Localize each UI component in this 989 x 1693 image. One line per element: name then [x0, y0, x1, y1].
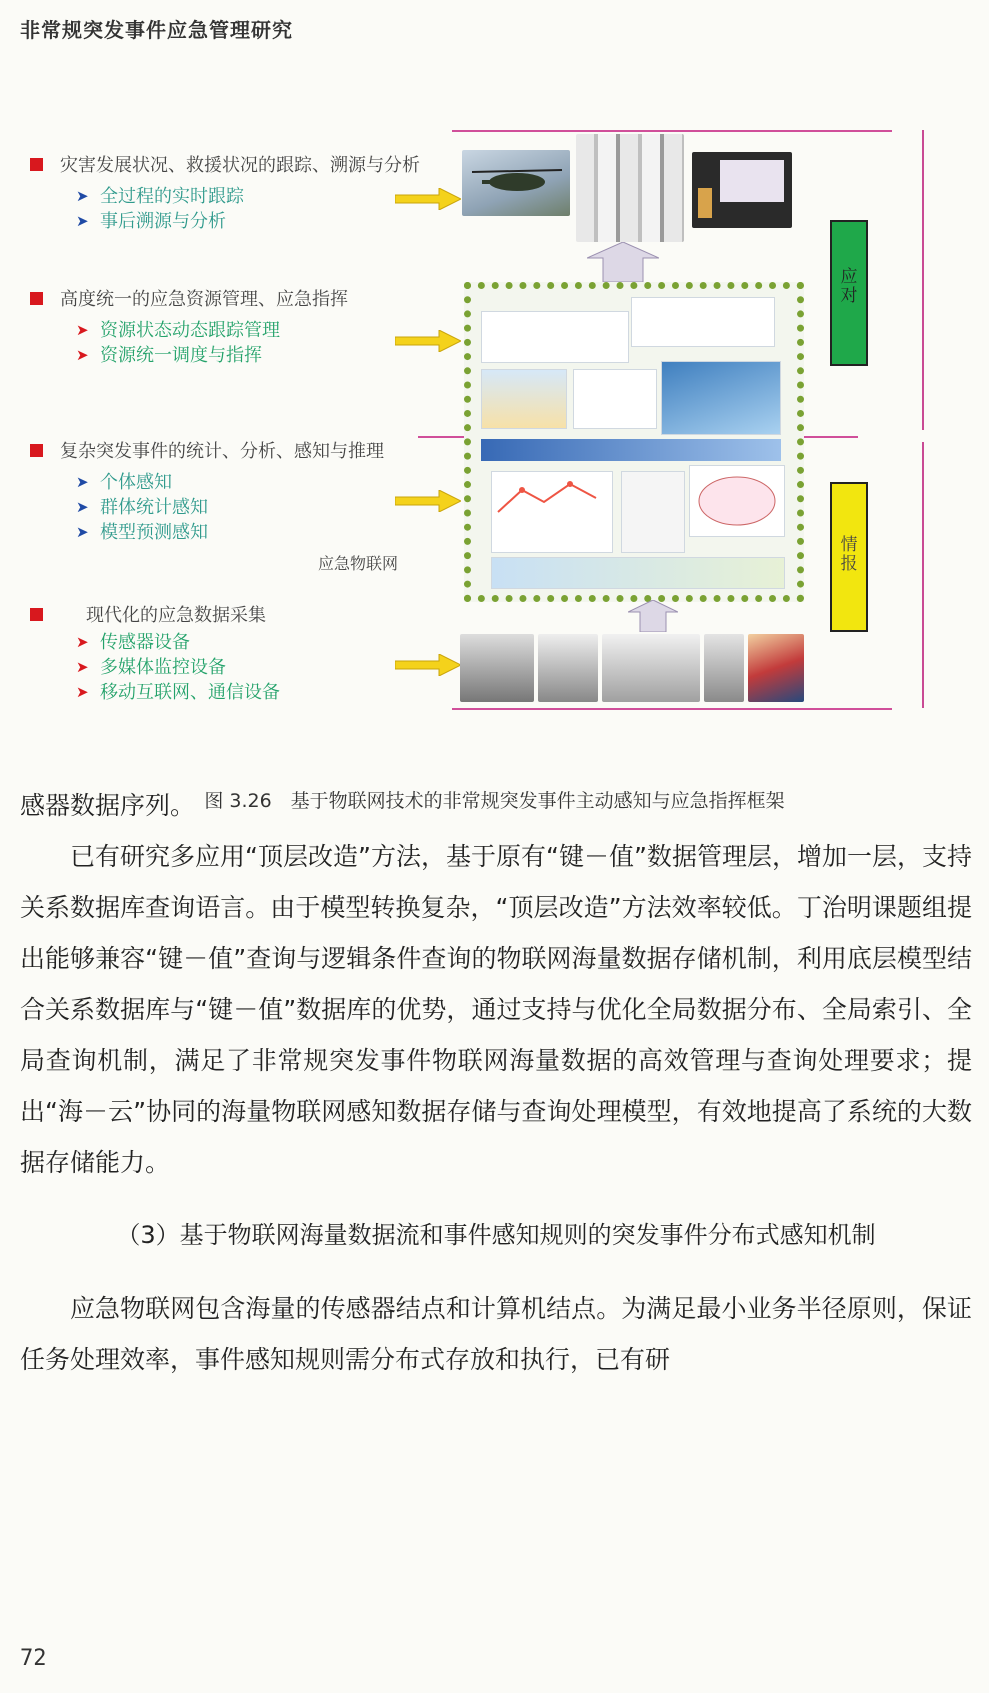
vehicles-photo — [576, 134, 684, 242]
intelligence-label-box: 情报 — [830, 482, 868, 632]
network-tile — [573, 369, 657, 429]
group-heading: 复杂突发事件的统计、分析、感知与推理 — [26, 440, 446, 464]
triangle-bullet-icon: ➤ — [76, 321, 89, 339]
rescue-photo — [748, 634, 804, 702]
group-item: ➤ 传感器设备 — [76, 632, 190, 653]
triangle-bullet-icon: ➤ — [76, 187, 89, 205]
up-arrow-icon — [628, 600, 678, 632]
figure-3-26 — [0, 130, 989, 780]
group-item: ➤ 多媒体监控设备 — [76, 657, 226, 678]
city-network-tile — [661, 361, 781, 435]
figure-group-3 — [26, 440, 446, 545]
up-arrow-icon — [587, 242, 659, 282]
group-item: ➤ 资源状态动态跟踪管理 — [76, 320, 280, 341]
figure-group-4 — [26, 604, 446, 705]
group-heading: 灾害发展状况、救援状况的跟踪、溯源与分析 — [26, 154, 446, 178]
bottom-rule — [452, 708, 892, 710]
triangle-bullet-icon: ➤ — [76, 683, 89, 701]
red-square-bullet-icon — [30, 292, 43, 305]
paragraph: 应急物联网包含海量的传感器结点和计算机结点。为满足最小业务半径原则，保证任务处理效率，事件感知规则需分布式存放和执行，已有研 — [20, 1294, 972, 1374]
paragraph-continuation: 感器数据序列。 — [20, 791, 196, 820]
platform-bar — [481, 439, 781, 461]
figure-text-column — [0, 130, 440, 780]
response-label-box: 应对 — [830, 220, 868, 366]
cloud-tile — [689, 465, 785, 537]
paragraph: 已有研究多应用“顶层改造”方法，基于原有“键－值”数据管理层，增加一层，支持关系数据库查询语言。由于模型转换复杂，“顶层改造”方法效率较低。丁治明课题组提出能够兼容“键－值”查询与逻辑条件查询的物联网海量数据存储机制，利用底层模型结合关系数据库与“键－值”数据库的优势，通过支持与优化全局数据分布、全局索引、全局查询机制，满足了非常规突发事件物联网海量数据的高效管理与查询处理要求；提出“海－云”协同的海量物联网感知数据存储与查询处理模型，有效地提高了系统的大数据存储能力。 — [20, 842, 972, 1177]
disaster-photo-4 — [704, 634, 744, 702]
command-center-photo — [692, 152, 792, 228]
group-item: ➤ 移动互联网、通信设备 — [76, 682, 280, 703]
group-heading: 高度统一的应急资源管理、应急指挥 — [26, 288, 446, 312]
group-item: ➤ 资源统一调度与指挥 — [76, 345, 262, 366]
triangle-bullet-icon: ➤ — [76, 658, 89, 676]
disaster-photo-3 — [602, 634, 700, 702]
group-item: ➤ 全过程的实时跟踪 — [76, 186, 244, 207]
figure-group-2 — [26, 288, 446, 368]
disaster-photo-2 — [538, 634, 598, 702]
iot-platform-panel — [464, 282, 804, 602]
group-item: ➤ 事后溯源与分析 — [76, 211, 226, 232]
red-square-bullet-icon — [30, 158, 43, 171]
triangle-bullet-icon: ➤ — [76, 346, 89, 364]
sensor-graph-tile — [491, 471, 613, 553]
group-item: ➤ 个体感知 — [76, 472, 172, 493]
group-heading: 现代化的应急数据采集 — [26, 604, 446, 628]
triangle-bullet-icon: ➤ — [76, 473, 89, 491]
top-rule — [452, 130, 892, 132]
red-square-bullet-icon — [30, 444, 43, 457]
body-text — [20, 780, 972, 1385]
page-number: 72 — [20, 1646, 47, 1671]
sensor-layer-tile — [491, 557, 785, 589]
application-tile — [631, 297, 775, 347]
running-header: 非常规突发事件应急管理研究 — [20, 18, 293, 42]
figure-group-1 — [26, 154, 446, 234]
group-item: ➤ 模型预测感知 — [76, 522, 208, 543]
device-icons-tile — [481, 311, 629, 363]
red-square-bullet-icon — [30, 608, 43, 621]
analysis-tile — [621, 471, 685, 553]
iot-label: 应急物联网 — [318, 554, 399, 573]
triangle-bullet-icon: ➤ — [76, 523, 89, 541]
figure-caption: 图 3.26 基于物联网技术的非常规突发事件主动感知与应急指挥框架 — [204, 790, 785, 812]
triangle-bullet-icon: ➤ — [76, 498, 89, 516]
group-item: ➤ 群体统计感知 — [76, 497, 208, 518]
map-tile — [481, 369, 567, 429]
intelligence-bracket-line — [922, 442, 924, 708]
section-heading: （3）基于物联网海量数据流和事件感知规则的突发事件分布式感知机制 — [116, 1221, 876, 1249]
figure-graphic — [452, 130, 972, 780]
triangle-bullet-icon: ➤ — [76, 212, 89, 230]
triangle-bullet-icon: ➤ — [76, 633, 89, 651]
helicopter-photo — [462, 150, 570, 216]
disaster-photo-1 — [460, 634, 534, 702]
response-bracket-line — [922, 130, 924, 430]
